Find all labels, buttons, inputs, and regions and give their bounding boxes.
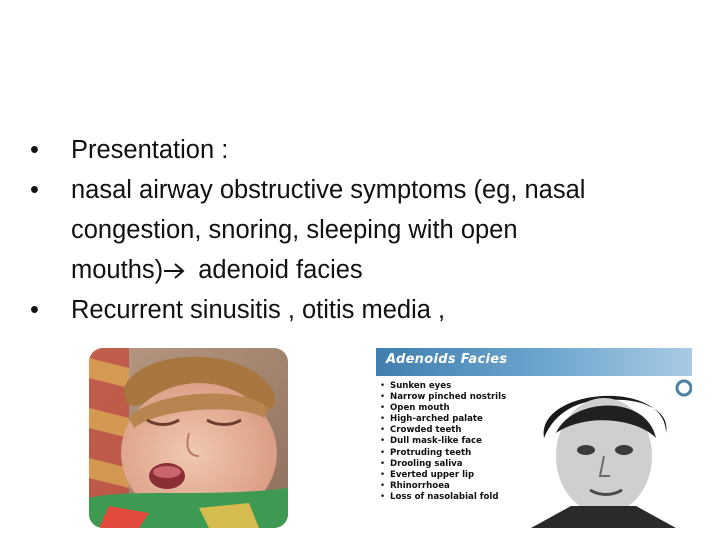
bullet-text-line-3 xyxy=(71,250,690,290)
bullet-text-line-1: nasal airway obstructive symptoms (eg, nasal xyxy=(71,176,586,204)
adenoid-facies-image xyxy=(376,348,692,528)
facies-feature: • High-arched palate xyxy=(380,414,506,425)
bullet-list xyxy=(30,130,690,330)
bullet-dot: • xyxy=(30,176,39,204)
bullet-dot: • xyxy=(30,136,39,164)
bullet-text: Presentation : xyxy=(71,136,229,164)
facies-feature: • Drooling saliva xyxy=(380,459,506,470)
facies-feature-list xyxy=(380,381,506,503)
facies-title: Adenoids Facies xyxy=(386,352,508,367)
facies-feature: • Protruding teeth xyxy=(380,448,506,459)
facies-feature: • Narrow pinched nostrils xyxy=(380,392,506,403)
facies-feature: • Dull mask-like face xyxy=(380,436,506,447)
facies-feature: • Everted upper lip xyxy=(380,470,506,481)
bullet-text-prefix: mouths) xyxy=(71,256,164,284)
sleeping-child-photo xyxy=(89,348,288,528)
facies-feature: • Crowded teeth xyxy=(380,425,506,436)
bullet-dot: • xyxy=(30,296,39,324)
facies-feature: • Rhinorrhoea xyxy=(380,481,506,492)
bullet-item-recurrent-sinusitis xyxy=(30,290,690,330)
facies-feature: • Loss of nasolabial fold xyxy=(380,492,506,503)
right-arrow-icon xyxy=(163,262,185,280)
facies-feature: • Open mouth xyxy=(380,403,506,414)
bullet-item-presentation xyxy=(30,130,690,170)
bullet-text: Recurrent sinusitis , otitis media , xyxy=(71,296,446,324)
bullet-item-nasal-obstruction xyxy=(30,170,690,290)
sleeping-child-illustration xyxy=(89,348,288,528)
bullet-text-line-2: congestion, snoring, sleeping with open xyxy=(71,216,518,244)
bullet-text-suffix: adenoid facies xyxy=(191,256,363,284)
facies-feature: • Sunken eyes xyxy=(380,381,506,392)
boy-portrait xyxy=(516,378,692,528)
